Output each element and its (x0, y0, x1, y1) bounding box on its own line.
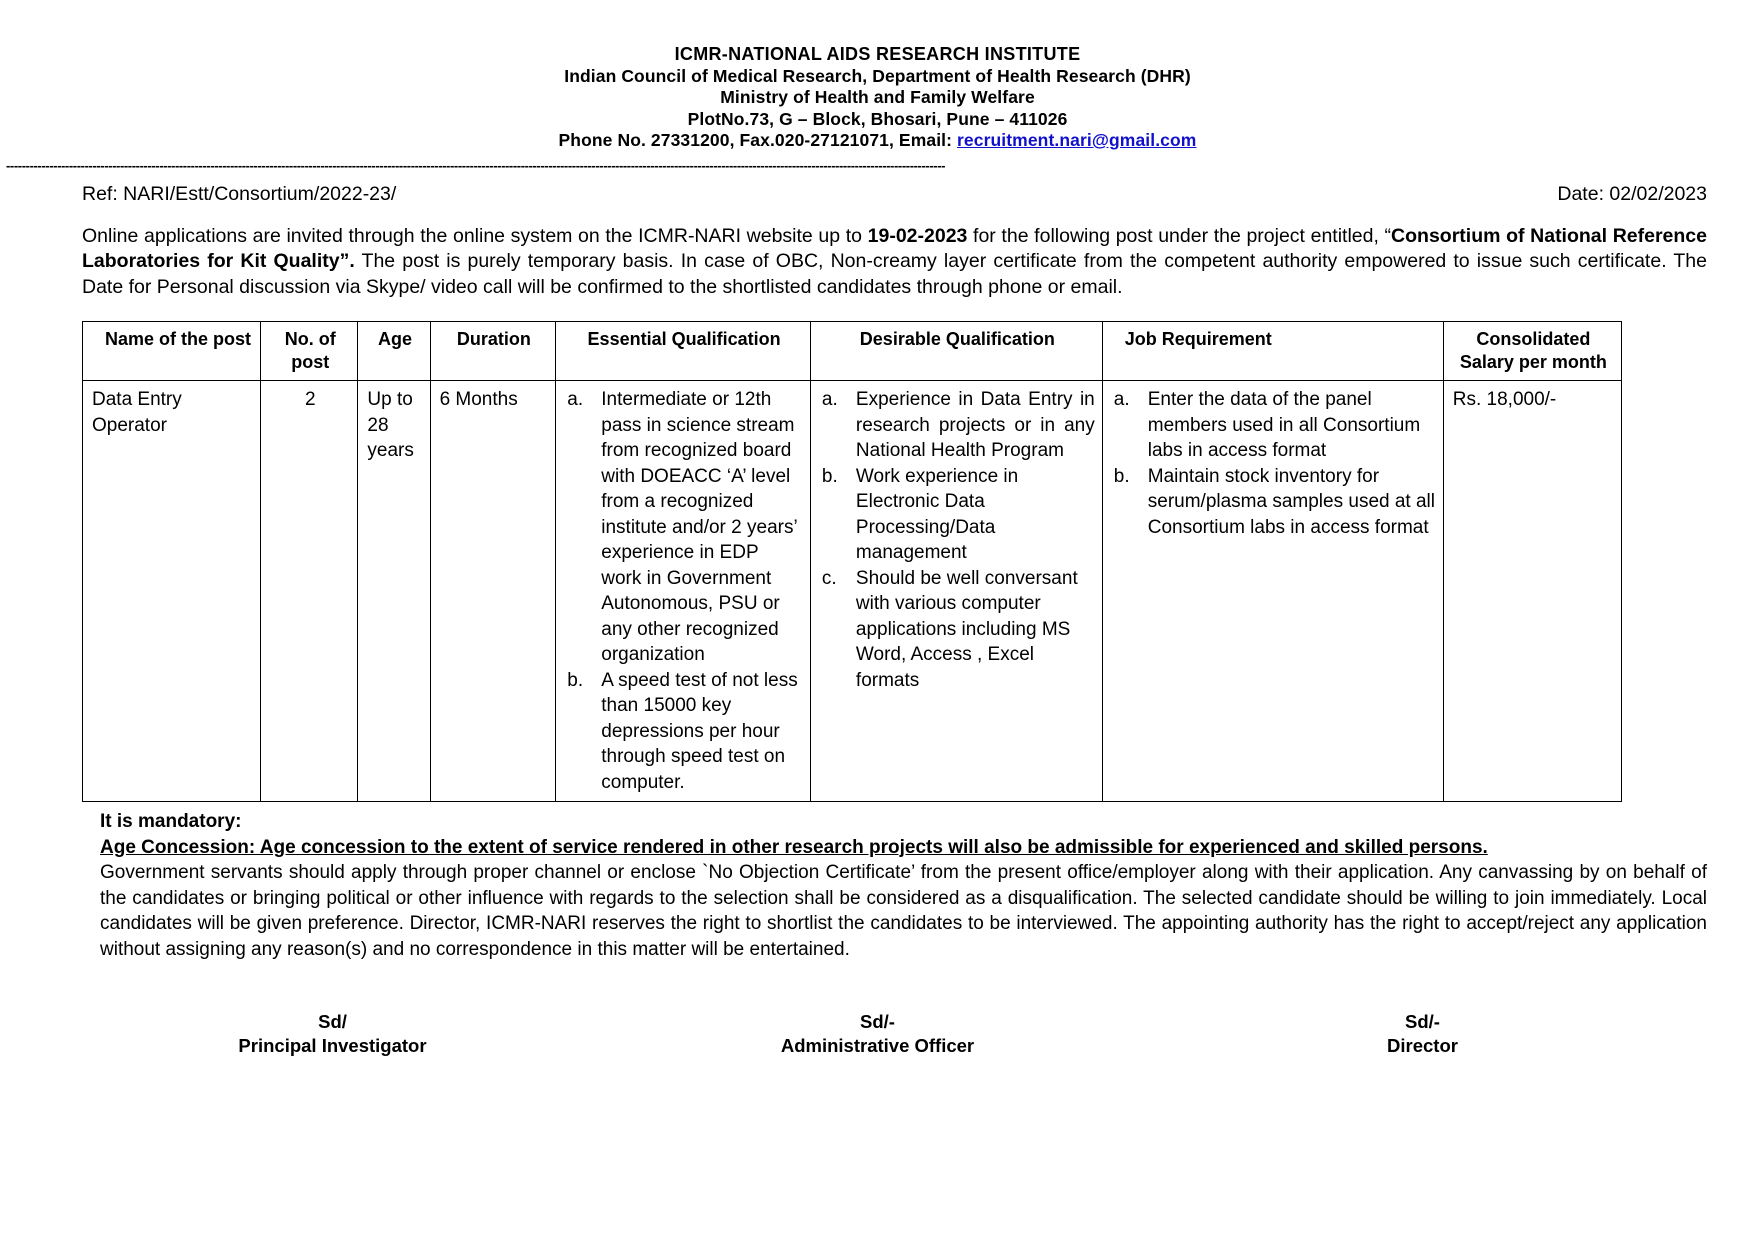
signature-block (0, 1010, 1755, 1058)
list-item: Enter the data of the panel members used in all Consortium labs in access format (1147, 389, 1421, 461)
header-age: Age (358, 322, 430, 381)
age-concession-note: Age Concession: Age concession to the extent of service rendered in other research projects will also be admissible for experienced and skilled persons. (100, 836, 1488, 858)
signature-mark: Sd/ (318, 1011, 347, 1032)
cell-essential-qualification (556, 381, 811, 802)
signature-director (1150, 1010, 1695, 1058)
dashed-divider: ----------------------------------------------------------------------------------------------------------------------------------------------------------------------------------------------------------------------------------------------- (6, 160, 946, 173)
header-no-of-post: No. of post (261, 322, 358, 381)
institute-name: ICMR-NATIONAL AIDS RESEARCH INSTITUTE (674, 44, 1081, 64)
cell-desirable-qualification (810, 381, 1102, 802)
mandatory-body-text: Government servants should apply through proper channel or enclose `No Objection Certificate’ from the present office/employer along with their application. Any canvassing by on behalf of the candidates or bringing political or other influence with regards to the selection shall be considered as a disqualification. The selected candidate should be willing to join immediately. Local candidates will be given preference. Director, ICMR-NARI reserves the right to shortlist the candidates to be interviewed. The appointing authority has the right to accept/reject any application without assigning any reason(s) and no correspondence in this matter will be entertained. (100, 862, 1707, 960)
list-item: Should be well conversant with various computer applications including MS Word, Access , Excel formats (855, 567, 1078, 691)
mandatory-section (100, 809, 1707, 962)
header-desirable-qualification: Desirable Qualification (810, 322, 1102, 381)
cell-post-count: 2 (261, 381, 358, 802)
signature-mark: Sd/- (860, 1011, 895, 1032)
cell-post-name: Data Entry Operator (83, 381, 261, 802)
signature-principal-investigator (60, 1010, 605, 1058)
header-essential-qualification: Essential Qualification (556, 322, 811, 381)
list-item: Work experience in Electronic Data Processing/Data management (855, 465, 1019, 563)
header-duration: Duration (430, 322, 556, 381)
list-item: Intermediate or 12th pass in science stream from recognized board with DOEACC ‘A’ level from a recognized institute and/or 2 years’ experience in EDP work in Government Autonomous, PSU or any other recognized organization (601, 389, 797, 665)
signature-role: Administrative Officer (780, 1035, 975, 1056)
cell-duration: 6 Months (430, 381, 556, 802)
contact-prefix: Phone No. 27331200, Fax.020-27121071, Email: (558, 130, 958, 150)
signature-role: Director (1387, 1035, 1458, 1056)
post-details-table (82, 321, 1622, 802)
postal-address: PlotNo.73, G – Block, Bhosari, Pune – 411026 (687, 108, 1068, 129)
reference-row (82, 182, 1707, 206)
header-name-of-post: Name of the post (83, 322, 261, 381)
intro-part-3: The post is purely temporary basis. In case of OBC, Non-creamy layer certificate from the competent authority empowered to issue such certificate. The Date for Personal discussion via Skype/ video call will be confirmed to the shortlisted candidates through phone or email. (82, 250, 1707, 298)
council-name: Indian Council of Medical Research, Department of Health Research (DHR) (564, 65, 1191, 86)
contact-line (0, 130, 1755, 152)
ministry-name: Ministry of Health and Family Welfare (720, 87, 1035, 107)
letterhead (0, 0, 1755, 152)
header-job-requirement: Job Requirement (1102, 322, 1443, 381)
header-consolidated-salary: Consolidated Salary per month (1443, 322, 1621, 381)
list-item: Maintain stock inventory for serum/plasma samples used at all Consortium labs in access format (1147, 465, 1435, 538)
reference-number: Ref: NARI/Estt/Consortium/2022-23/ (82, 182, 397, 205)
intro-part-2: for the following post under the project entitled, “ (967, 224, 1392, 247)
signature-administrative-officer (605, 1010, 1150, 1058)
email-link[interactable]: recruitment.nari@gmail.com (957, 130, 1197, 150)
project-title: Consortium of National Reference Laboratories for Kit Quality”. (82, 224, 1707, 272)
cell-age-limit: Up to 28 years (358, 381, 430, 802)
table-row (83, 381, 1622, 802)
desirable-qualification-list (820, 387, 1095, 693)
cell-job-requirement (1102, 381, 1443, 802)
mandatory-heading: It is mandatory: (100, 811, 242, 832)
job-requirement-list (1112, 387, 1436, 540)
cell-salary: Rs. 18,000/- (1443, 381, 1621, 802)
signature-mark: Sd/- (1405, 1011, 1440, 1032)
document-date: Date: 02/02/2023 (1557, 182, 1707, 205)
table-header-row (83, 322, 1622, 381)
signature-role: Principal Investigator (238, 1035, 427, 1056)
application-deadline: 19-02-2023 (867, 224, 968, 247)
intro-paragraph (82, 224, 1707, 301)
list-item: Experience in Data Entry in research projects or in any National Health Program (855, 389, 1095, 461)
essential-qualification-list (565, 387, 803, 795)
intro-part-1: Online applications are invited through the online system on the ICMR-NARI website up to (82, 224, 868, 247)
list-item: A speed test of not less than 15000 key depressions per hour through speed test on computer. (601, 669, 798, 793)
